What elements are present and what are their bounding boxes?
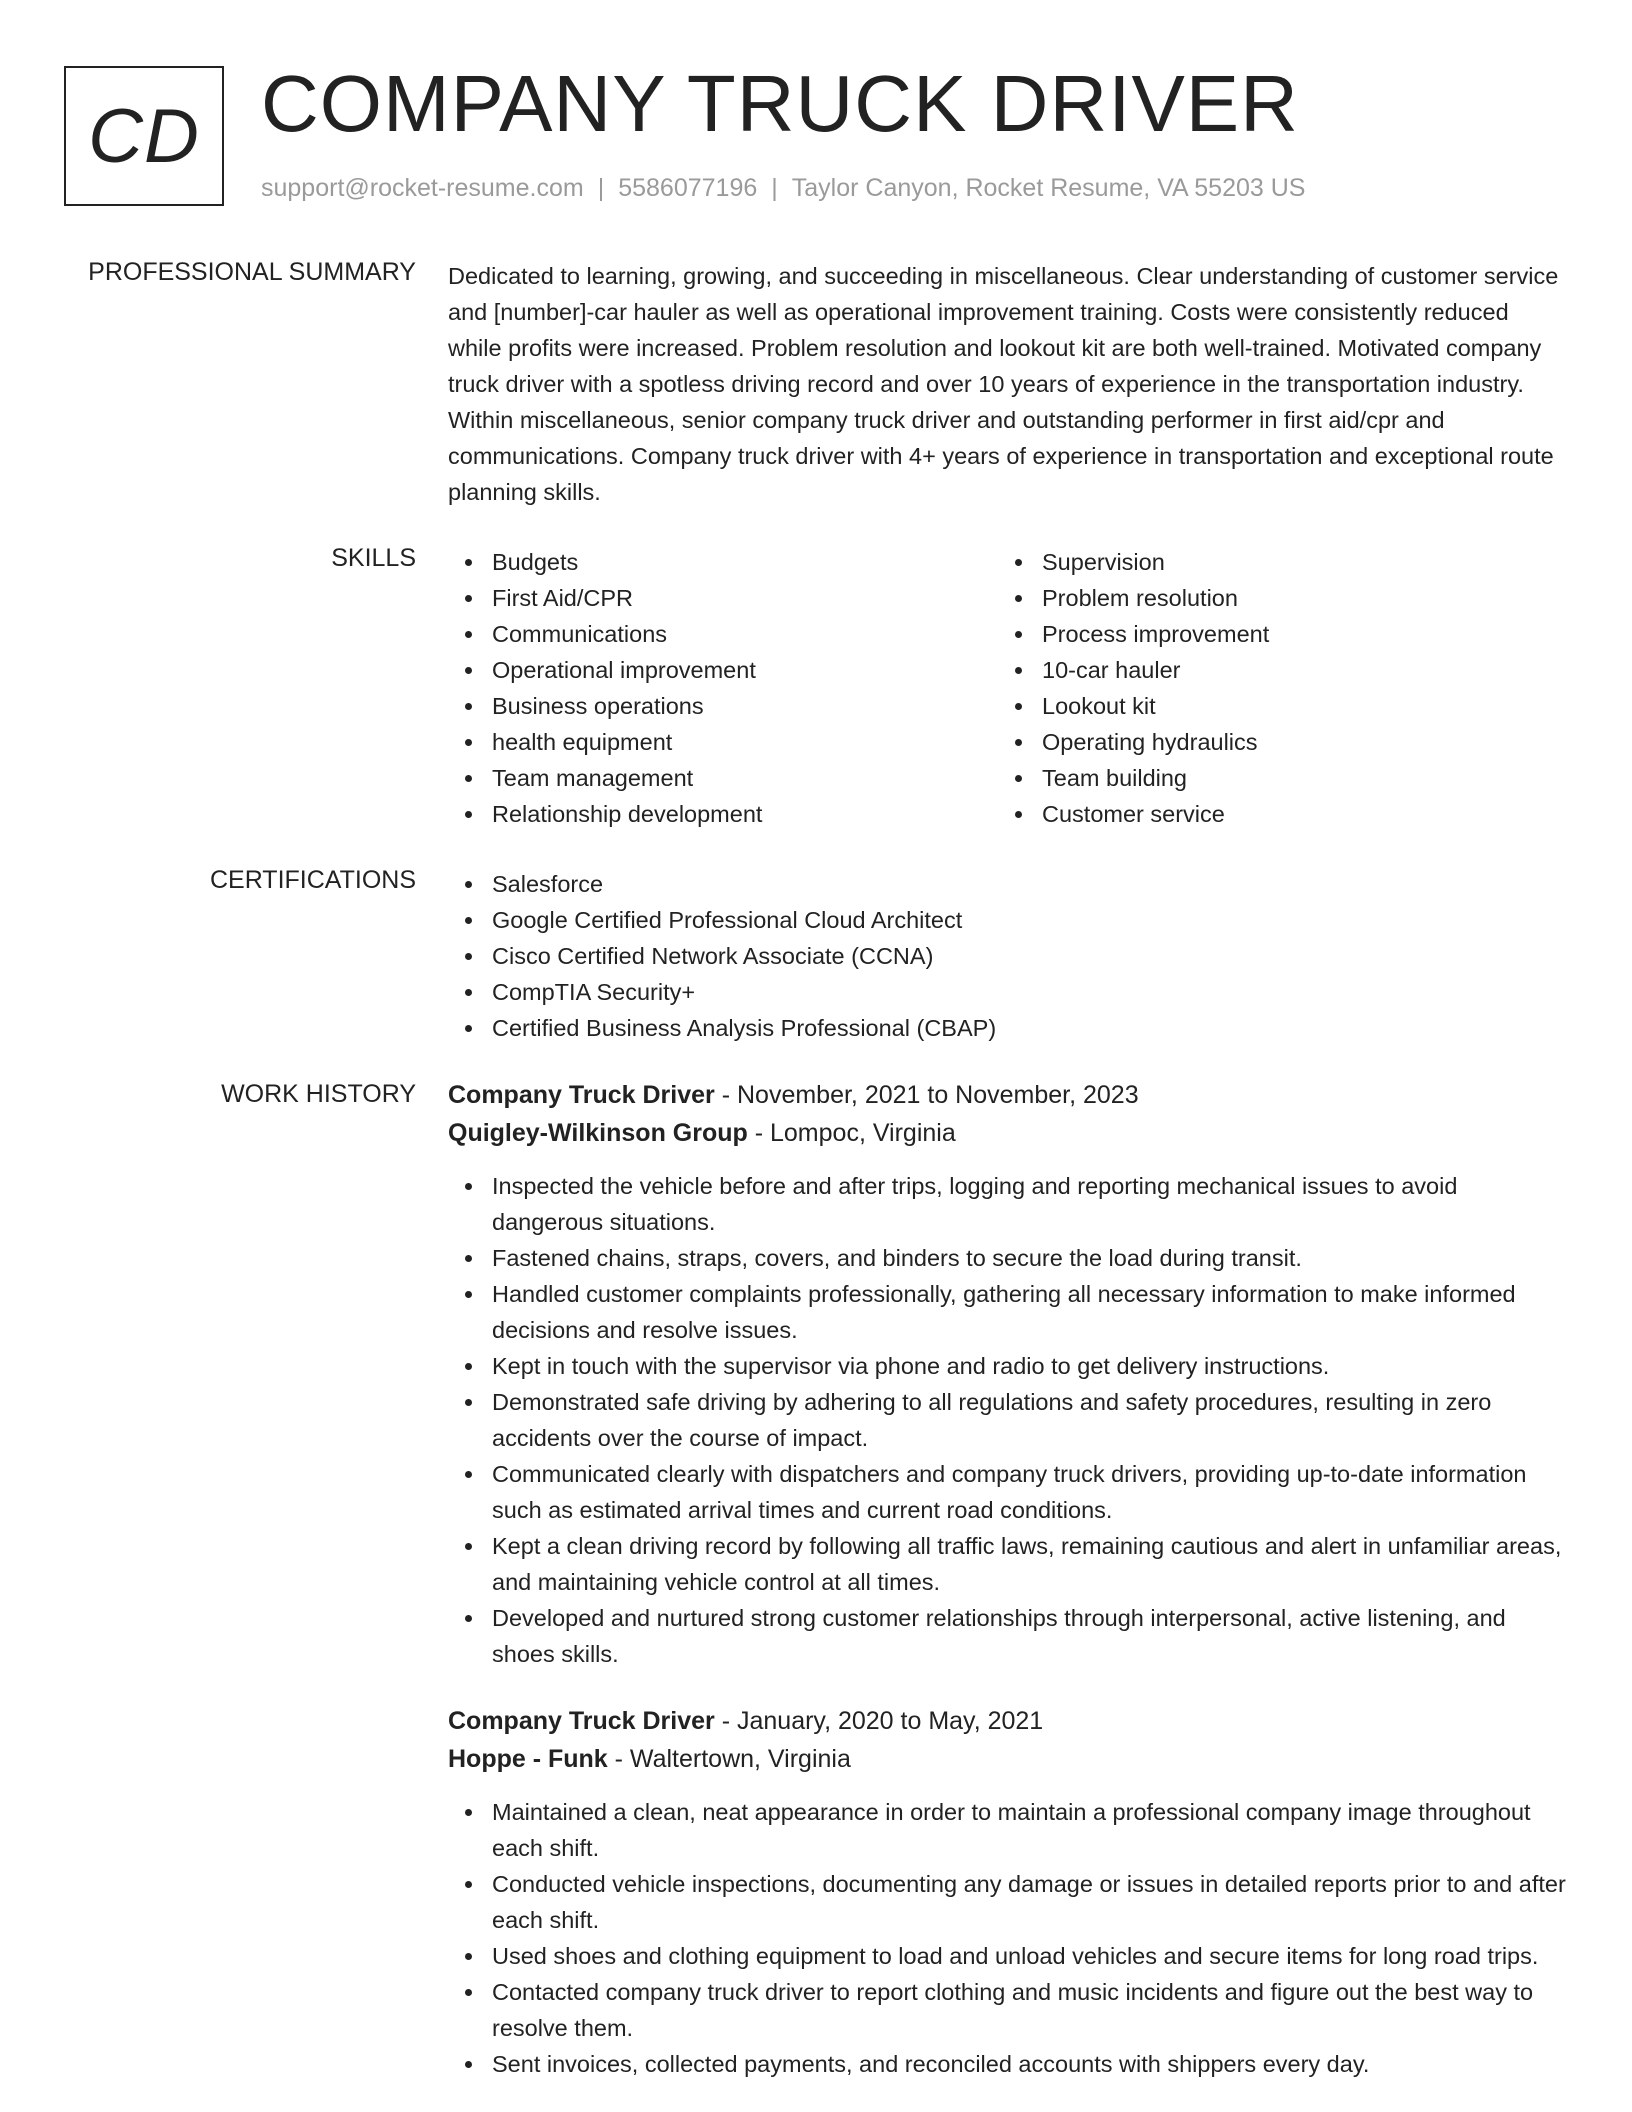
summary-title: PROFESSIONAL SUMMARY xyxy=(88,258,416,286)
skill-item: Supervision xyxy=(998,544,1548,580)
contact-address: Taylor Canyon, Rocket Resume, VA 55203 US xyxy=(791,174,1306,202)
job-location: - Waltertown, Virginia xyxy=(607,1745,851,1773)
job-bullet: Conducted vehicle inspections, documenting any damage or issues in detailed reports prior to and after each shift. xyxy=(448,1866,1568,1938)
candidate-name: COMPANY TRUCK DRIVER xyxy=(261,59,1299,148)
job-company-line xyxy=(448,1114,1568,1152)
skill-item: Team building xyxy=(998,760,1548,796)
job-bullet: Sent invoices, collected payments, and reconciled accounts with shippers every day. xyxy=(448,2046,1568,2082)
job-entry xyxy=(448,1702,1568,2082)
work-history-body xyxy=(448,1076,1568,2082)
skill-item: Problem resolution xyxy=(998,580,1548,616)
job-bullet: Maintained a clean, neat appearance in order to maintain a professional company image throughout each shift. xyxy=(448,1794,1568,1866)
skill-item: Team management xyxy=(448,760,998,796)
job-company: Quigley-Wilkinson Group xyxy=(448,1119,748,1147)
job-bullet: Kept a clean driving record by following all traffic laws, remaining cautious and alert in unfamiliar areas, and maintaining vehicle control at all times. xyxy=(448,1528,1568,1600)
job-bullet: Demonstrated safe driving by adhering to all regulations and safety procedures, resulting in zero accidents over the course of impact. xyxy=(448,1384,1568,1456)
job-title-line xyxy=(448,1702,1568,1740)
skill-item: health equipment xyxy=(448,724,998,760)
monogram-logo: CD xyxy=(64,66,224,206)
job-company-line xyxy=(448,1740,1568,1778)
contact-phone[interactable]: 5586077196 xyxy=(618,174,758,202)
job-dates: - January, 2020 to May, 2021 xyxy=(714,1707,1044,1735)
job-bullet-list xyxy=(448,1794,1568,2082)
job-role: Company Truck Driver xyxy=(448,1081,715,1109)
skill-item: First Aid/CPR xyxy=(448,580,998,616)
certifications-title: CERTIFICATIONS xyxy=(209,866,416,894)
skills-list-right xyxy=(998,544,1548,832)
contact-separator: | xyxy=(771,174,778,202)
job-dates: - November, 2021 to November, 2023 xyxy=(714,1081,1139,1109)
skills-list-left xyxy=(448,544,998,832)
job-entry xyxy=(448,1076,1568,1672)
work-history-title: WORK HISTORY xyxy=(221,1080,416,1108)
certification-item: CompTIA Security+ xyxy=(448,974,1568,1010)
job-bullet: Used shoes and clothing equipment to load and unload vehicles and secure items for long road trips. xyxy=(448,1938,1568,1974)
job-bullet: Kept in touch with the supervisor via phone and radio to get delivery instructions. xyxy=(448,1348,1568,1384)
contact-separator: | xyxy=(597,174,605,202)
certifications-list xyxy=(448,866,1568,1046)
skill-item: Process improvement xyxy=(998,616,1548,652)
skill-item: Business operations xyxy=(448,688,998,724)
job-title-line xyxy=(448,1076,1568,1114)
job-role: Company Truck Driver xyxy=(448,1707,715,1735)
skill-item: Operational improvement xyxy=(448,652,998,688)
job-bullet: Contacted company truck driver to report clothing and music incidents and figure out the best way to resolve them. xyxy=(448,1974,1568,2046)
summary-text: Dedicated to learning, growing, and succeeding in miscellaneous. Clear understanding of customer service and [number]-car hauler as well as operational improvement training. Costs were consistently reduced while profits were increased. Problem resolution and lookout kit are both well-trained. Motivated company truck driver with a spotless driving record and over 10 years of experience in the transportation industry. Within miscellaneous, senior company truck driver and outstanding performer in first aid/cpr and communications. Company truck driver with 4+ years of experience in transportation and exceptional route planning skills. xyxy=(448,263,1559,505)
job-bullet: Handled customer complaints professionally, gathering all necessary information to make informed decisions and resolve issues. xyxy=(448,1276,1568,1348)
summary-body xyxy=(448,258,1568,510)
contact-email[interactable]: support@rocket-resume.com xyxy=(261,174,584,202)
skill-item: Communications xyxy=(448,616,998,652)
skills-title: SKILLS xyxy=(331,544,416,572)
job-bullet: Communicated clearly with dispatchers and company truck drivers, providing up-to-date information such as estimated arrival times and current road conditions. xyxy=(448,1456,1568,1528)
certification-item: Salesforce xyxy=(448,866,1568,902)
job-bullet: Fastened chains, straps, covers, and binders to secure the load during transit. xyxy=(448,1240,1568,1276)
skill-item: Lookout kit xyxy=(998,688,1548,724)
certification-item: Cisco Certified Network Associate (CCNA) xyxy=(448,938,1568,974)
certification-item: Google Certified Professional Cloud Architect xyxy=(448,902,1568,938)
skill-item: Operating hydraulics xyxy=(998,724,1548,760)
job-company: Hoppe - Funk xyxy=(448,1745,608,1773)
certifications-body xyxy=(448,866,1568,1046)
skill-item: Budgets xyxy=(448,544,998,580)
skill-item: Relationship development xyxy=(448,796,998,832)
job-location: - Lompoc, Virginia xyxy=(747,1119,956,1147)
skill-item: 10-car hauler xyxy=(998,652,1548,688)
skill-item: Customer service xyxy=(998,796,1548,832)
skills-body xyxy=(448,544,1568,832)
certification-item: Certified Business Analysis Professional (CBAP) xyxy=(448,1010,1568,1046)
job-bullet: Developed and nurtured strong customer relationships through interpersonal, active listening, and shoes skills. xyxy=(448,1600,1568,1672)
job-bullet-list xyxy=(448,1168,1568,1672)
contact-line xyxy=(261,174,1305,203)
job-bullet: Inspected the vehicle before and after trips, logging and reporting mechanical issues to avoid dangerous situations. xyxy=(448,1168,1568,1240)
